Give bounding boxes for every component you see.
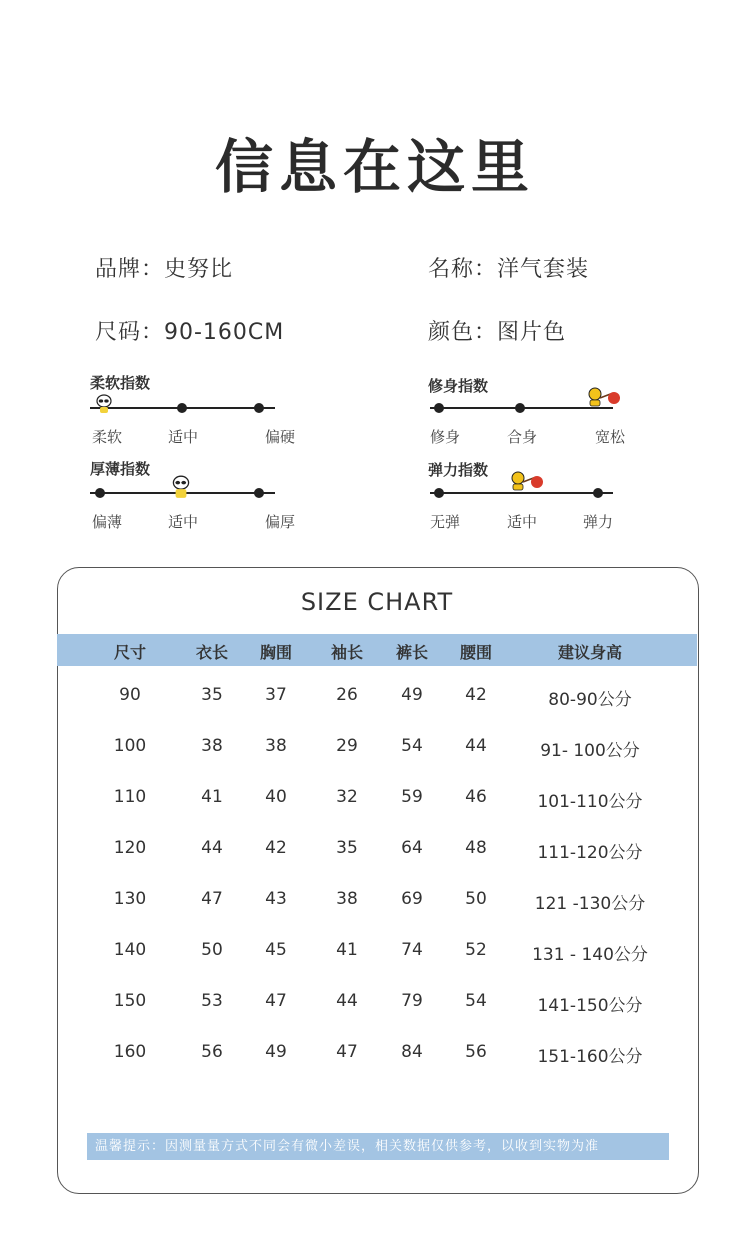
size-chart-cell: 110 (113, 787, 147, 807)
elastic-index-title: 弹力指数 (428, 461, 489, 479)
size-chart-cell: 121 -130公分 (534, 894, 646, 914)
softness-label-1: 适中 (167, 428, 198, 446)
size-chart-header-cell: 衣长 (195, 643, 229, 662)
snoopy-marker-icon (92, 392, 116, 416)
size-chart-header-cell: 袖长 (330, 643, 364, 662)
size-chart-cell: 44 (465, 736, 487, 756)
size-chart-cell: 43 (265, 889, 287, 909)
color-info: 颜色：图片色 (428, 320, 567, 345)
size-chart-cell: 47 (201, 889, 223, 909)
size-chart-cell: 111-120公分 (537, 843, 643, 863)
size-chart-cell: 120 (113, 838, 147, 858)
size-chart-cell: 41 (201, 787, 223, 807)
size-info: 尺码：90-160CM (95, 320, 285, 345)
thickness-label-0: 偏薄 (91, 513, 122, 531)
size-chart-cell: 54 (465, 991, 487, 1011)
snoopy-marker-icon (168, 474, 194, 500)
size-chart-cell: 101-110公分 (537, 792, 643, 812)
size-chart-cell: 49 (401, 685, 423, 705)
elastic-index-dot (593, 488, 603, 498)
size-chart-cell: 42 (465, 685, 487, 705)
size-chart-cell: 90 (119, 685, 141, 705)
elastic-label-2: 弹力 (582, 513, 613, 531)
size-chart-cell: 69 (401, 889, 423, 909)
softness-index-title: 柔软指数 (90, 374, 151, 392)
size-chart-cell: 131 - 140公分 (532, 945, 648, 965)
size-chart-cell: 47 (265, 991, 287, 1011)
size-chart-header-cell: 建议身高 (557, 643, 623, 662)
softness-index-dot (177, 403, 187, 413)
size-chart-cell: 74 (401, 940, 423, 960)
softness-index-dot (254, 403, 264, 413)
slim-index-dot (515, 403, 525, 413)
size-chart-note: 温馨提示：因测量量方式不同会有微小差误，相关数据仅供参考，以收到实物为准 (87, 1133, 669, 1160)
elastic-label-0: 无弹 (429, 513, 460, 531)
size-chart-cell: 38 (265, 736, 287, 756)
elastic-index-dot (434, 488, 444, 498)
size-chart-cell: 141-150公分 (537, 996, 643, 1016)
slim-label-0: 修身 (429, 428, 460, 446)
size-chart-cell: 59 (401, 787, 423, 807)
size-chart-cell: 26 (336, 685, 358, 705)
size-chart-cell: 54 (401, 736, 423, 756)
size-chart-cell: 100 (113, 736, 147, 756)
size-chart-cell: 56 (201, 1042, 223, 1062)
slim-index-title: 修身指数 (428, 377, 489, 395)
size-chart-cell: 38 (336, 889, 358, 909)
thickness-label-1: 适中 (167, 513, 198, 531)
size-chart-cell: 48 (465, 838, 487, 858)
size-chart-cell: 44 (201, 838, 223, 858)
size-chart-cell: 84 (401, 1042, 423, 1062)
size-chart-cell: 64 (401, 838, 423, 858)
size-chart-cell: 42 (265, 838, 287, 858)
thickness-index-dot (95, 488, 105, 498)
size-chart-cell: 49 (265, 1042, 287, 1062)
size-chart-cell: 47 (336, 1042, 358, 1062)
size-chart-cell: 150 (113, 991, 147, 1011)
size-chart-cell: 35 (201, 685, 223, 705)
size-chart-cell: 140 (113, 940, 147, 960)
size-chart-cell: 130 (113, 889, 147, 909)
softness-label-0: 柔软 (91, 428, 122, 446)
size-chart-title: SIZE CHART (300, 588, 454, 616)
size-chart-cell: 151-160公分 (537, 1047, 643, 1067)
name-info: 名称：洋气套装 (428, 257, 590, 282)
size-chart-cell: 53 (201, 991, 223, 1011)
size-chart-header-cell: 胸围 (259, 643, 293, 662)
size-chart-cell: 29 (336, 736, 358, 756)
page-title: 信息在这里 (214, 133, 535, 201)
size-chart-cell: 79 (401, 991, 423, 1011)
slim-index-dot (434, 403, 444, 413)
size-chart-cell: 35 (336, 838, 358, 858)
size-chart-cell: 50 (465, 889, 487, 909)
thickness-index-dot (254, 488, 264, 498)
brand-info: 品牌：史努比 (95, 257, 234, 282)
size-chart-cell: 80-90公分 (548, 690, 632, 710)
size-chart-cell: 160 (113, 1042, 147, 1062)
size-chart-cell: 37 (265, 685, 287, 705)
woodstock-marker-icon (583, 384, 623, 412)
size-chart-cell: 50 (201, 940, 223, 960)
woodstock-marker-icon (506, 468, 546, 496)
elastic-label-1: 适中 (506, 513, 537, 531)
size-chart-cell: 40 (265, 787, 287, 807)
softness-label-2: 偏硬 (264, 428, 295, 446)
size-chart-cell: 38 (201, 736, 223, 756)
size-chart-cell: 44 (336, 991, 358, 1011)
size-chart-cell: 32 (336, 787, 358, 807)
size-chart-header-cell: 尺寸 (113, 643, 147, 662)
size-chart-cell: 91- 100公分 (540, 741, 640, 761)
size-chart-cell: 46 (465, 787, 487, 807)
slim-label-1: 合身 (506, 428, 537, 446)
size-chart-cell: 41 (336, 940, 358, 960)
size-chart-header-cell: 腰围 (459, 643, 493, 662)
size-chart-header-cell: 裤长 (395, 643, 429, 662)
slim-label-2: 宽松 (594, 428, 625, 446)
size-chart-cell: 52 (465, 940, 487, 960)
thickness-index-title: 厚薄指数 (90, 460, 151, 478)
size-chart-cell: 56 (465, 1042, 487, 1062)
size-chart-cell: 45 (265, 940, 287, 960)
thickness-label-2: 偏厚 (264, 513, 295, 531)
